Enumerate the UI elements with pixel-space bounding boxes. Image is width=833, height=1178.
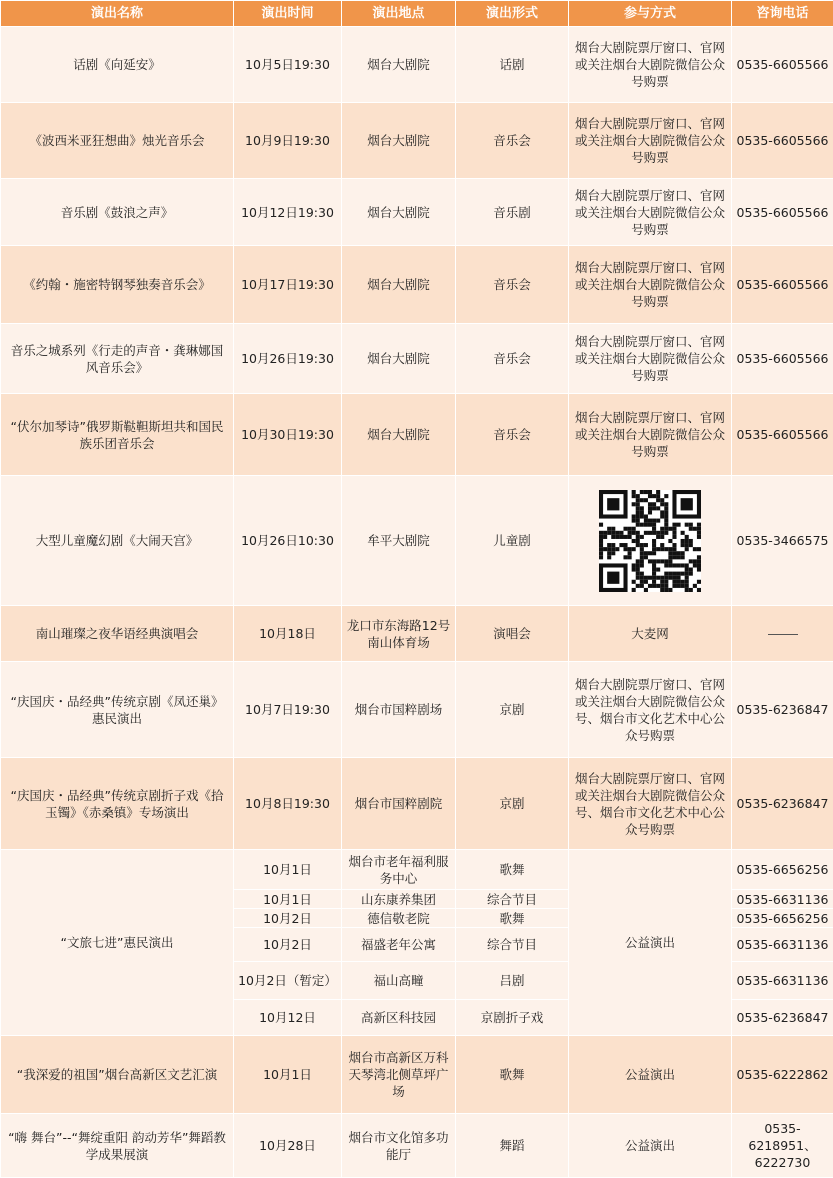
event-phone: 0535-6656256 [732, 850, 833, 890]
event-form: 京剧折子戏 [456, 1000, 569, 1036]
event-form: 歌舞 [456, 850, 569, 890]
event-phone: 0535-6605566 [732, 103, 833, 179]
table-row [1, 1114, 833, 1178]
event-time: 10月7日19:30 [234, 662, 342, 758]
event-form: 话剧 [456, 27, 569, 103]
event-form: 综合节目 [456, 890, 569, 909]
event-form: 歌舞 [456, 909, 569, 928]
event-phone: 0535-6236847 [732, 758, 833, 850]
event-venue: 福山高疃 [342, 962, 456, 1000]
table-row [1, 394, 833, 476]
event-phone: 0535-6605566 [732, 394, 833, 476]
event-phone: 0535-6222862 [732, 1036, 833, 1114]
event-form: 歌舞 [456, 1036, 569, 1114]
table-row [1, 758, 833, 850]
event-phone: 0535-6605566 [732, 324, 833, 394]
event-form: 音乐剧 [456, 179, 569, 246]
event-participation: 公益演出 [569, 850, 732, 1036]
table-row [1, 850, 833, 890]
event-time: 10月2日（暂定） [234, 962, 342, 1000]
event-phone: 0535-3466575 [732, 476, 833, 606]
event-venue: 烟台大剧院 [342, 324, 456, 394]
table-header-row [1, 1, 833, 27]
table-row [1, 1036, 833, 1114]
event-venue: 烟台大剧院 [342, 179, 456, 246]
header-venue: 演出地点 [342, 1, 456, 27]
event-phone: 0535-6236847 [732, 662, 833, 758]
event-time: 10月30日19:30 [234, 394, 342, 476]
event-participation: 烟台大剧院票厅窗口、官网或关注烟台大剧院微信公众号购票 [569, 27, 732, 103]
event-time: 10月26日10:30 [234, 476, 342, 606]
event-time: 10月9日19:30 [234, 103, 342, 179]
event-venue: 烟台市国粹剧院 [342, 758, 456, 850]
event-form: 音乐会 [456, 246, 569, 324]
event-participation [569, 476, 732, 606]
event-name: “嗨 舞台”--“舞绽重阳 韵动芳华”舞蹈教学成果展演 [1, 1114, 234, 1178]
event-name: “庆国庆・品经典”传统京剧折子戏《拾玉镯》《赤桑镇》专场演出 [1, 758, 234, 850]
event-venue: 烟台市高新区万科天琴湾北侧草坪广场 [342, 1036, 456, 1114]
event-phone: 0535-6605566 [732, 179, 833, 246]
event-form: 音乐会 [456, 324, 569, 394]
event-venue: 烟台大剧院 [342, 103, 456, 179]
event-participation: 烟台大剧院票厅窗口、官网或关注烟台大剧院微信公众号购票 [569, 179, 732, 246]
event-venue: 烟台市文化馆多功能厅 [342, 1114, 456, 1178]
event-venue: 烟台大剧院 [342, 394, 456, 476]
dash-line [768, 634, 798, 635]
event-name: 音乐之城系列《行走的声音・龚琳娜国风音乐会》 [1, 324, 234, 394]
event-time: 10月1日 [234, 1036, 342, 1114]
event-participation: 大麦网 [569, 606, 732, 662]
event-venue: 烟台大剧院 [342, 27, 456, 103]
event-phone: 0535-6605566 [732, 27, 833, 103]
event-venue: 福盛老年公寓 [342, 928, 456, 962]
event-time: 10月2日 [234, 909, 342, 928]
event-phone: 0535-6631136 [732, 962, 833, 1000]
event-venue: 高新区科技园 [342, 1000, 456, 1036]
event-phone: 0535-6631136 [732, 928, 833, 962]
event-participation: 公益演出 [569, 1114, 732, 1178]
table-row [1, 606, 833, 662]
event-time: 10月1日 [234, 850, 342, 890]
event-participation: 烟台大剧院票厅窗口、官网或关注烟台大剧院微信公众号购票 [569, 103, 732, 179]
header-time: 演出时间 [234, 1, 342, 27]
event-participation: 烟台大剧院票厅窗口、官网或关注烟台大剧院微信公众号、烟台市文化艺术中心公众号购票 [569, 662, 732, 758]
table-row [1, 662, 833, 758]
event-venue: 山东康养集团 [342, 890, 456, 909]
event-time: 10月12日 [234, 1000, 342, 1036]
event-form: 儿童剧 [456, 476, 569, 606]
event-name: 南山璀璨之夜华语经典演唱会 [1, 606, 234, 662]
event-participation: 烟台大剧院票厅窗口、官网或关注烟台大剧院微信公众号购票 [569, 324, 732, 394]
event-participation: 烟台大剧院票厅窗口、官网或关注烟台大剧院微信公众号购票 [569, 394, 732, 476]
event-phone [732, 606, 833, 662]
event-form: 京剧 [456, 758, 569, 850]
event-time: 10月2日 [234, 928, 342, 962]
event-venue: 牟平大剧院 [342, 476, 456, 606]
header-name: 演出名称 [1, 1, 234, 27]
event-time: 10月18日 [234, 606, 342, 662]
event-phone: 0535-6631136 [732, 890, 833, 909]
event-venue: 烟台市老年福利服务中心 [342, 850, 456, 890]
event-name: “庆国庆・品经典”传统京剧《凤还巢》惠民演出 [1, 662, 234, 758]
event-phone: 0535-6656256 [732, 909, 833, 928]
event-form: 演唱会 [456, 606, 569, 662]
event-time: 10月12日19:30 [234, 179, 342, 246]
event-participation: 烟台大剧院票厅窗口、官网或关注烟台大剧院微信公众号购票 [569, 246, 732, 324]
event-name: 《约翰・施密特钢琴独奏音乐会》 [1, 246, 234, 324]
table-row [1, 179, 833, 246]
event-name: “我深爱的祖国”烟台高新区文艺汇演 [1, 1036, 234, 1114]
header-phone: 咨询电话 [732, 1, 833, 27]
event-form: 京剧 [456, 662, 569, 758]
event-phone: 0535-6605566 [732, 246, 833, 324]
event-venue: 烟台大剧院 [342, 246, 456, 324]
event-phone: 0535-6218951、6222730 [732, 1114, 833, 1178]
event-form: 舞蹈 [456, 1114, 569, 1178]
table-row [1, 27, 833, 103]
event-phone: 0535-6236847 [732, 1000, 833, 1036]
event-time: 10月17日19:30 [234, 246, 342, 324]
event-time: 10月8日19:30 [234, 758, 342, 850]
event-name: 音乐剧《鼓浪之声》 [1, 179, 234, 246]
event-form: 音乐会 [456, 103, 569, 179]
event-name: “伏尔加琴诗”俄罗斯鞑靼斯坦共和国民族乐团音乐会 [1, 394, 234, 476]
header-form: 演出形式 [456, 1, 569, 27]
event-participation: 烟台大剧院票厅窗口、官网或关注烟台大剧院微信公众号、烟台市文化艺术中心公众号购票 [569, 758, 732, 850]
event-name: “文旅七进”惠民演出 [1, 850, 234, 1036]
table-row [1, 103, 833, 179]
event-venue: 烟台市国粹剧场 [342, 662, 456, 758]
event-time: 10月1日 [234, 890, 342, 909]
event-time: 10月26日19:30 [234, 324, 342, 394]
event-venue: 德信敬老院 [342, 909, 456, 928]
event-venue: 龙口市东海路12号南山体育场 [342, 606, 456, 662]
event-time: 10月28日 [234, 1114, 342, 1178]
header-participation: 参与方式 [569, 1, 732, 27]
event-participation: 公益演出 [569, 1036, 732, 1114]
event-form: 吕剧 [456, 962, 569, 1000]
table-row [1, 324, 833, 394]
table-row [1, 246, 833, 324]
qr-code-icon[interactable] [599, 487, 701, 595]
event-form: 音乐会 [456, 394, 569, 476]
event-name: 《波西米亚狂想曲》烛光音乐会 [1, 103, 234, 179]
event-time: 10月5日19:30 [234, 27, 342, 103]
event-name: 话剧《向延安》 [1, 27, 234, 103]
event-form: 综合节目 [456, 928, 569, 962]
table-row [1, 476, 833, 606]
event-name: 大型儿童魔幻剧《大闹天宫》 [1, 476, 234, 606]
